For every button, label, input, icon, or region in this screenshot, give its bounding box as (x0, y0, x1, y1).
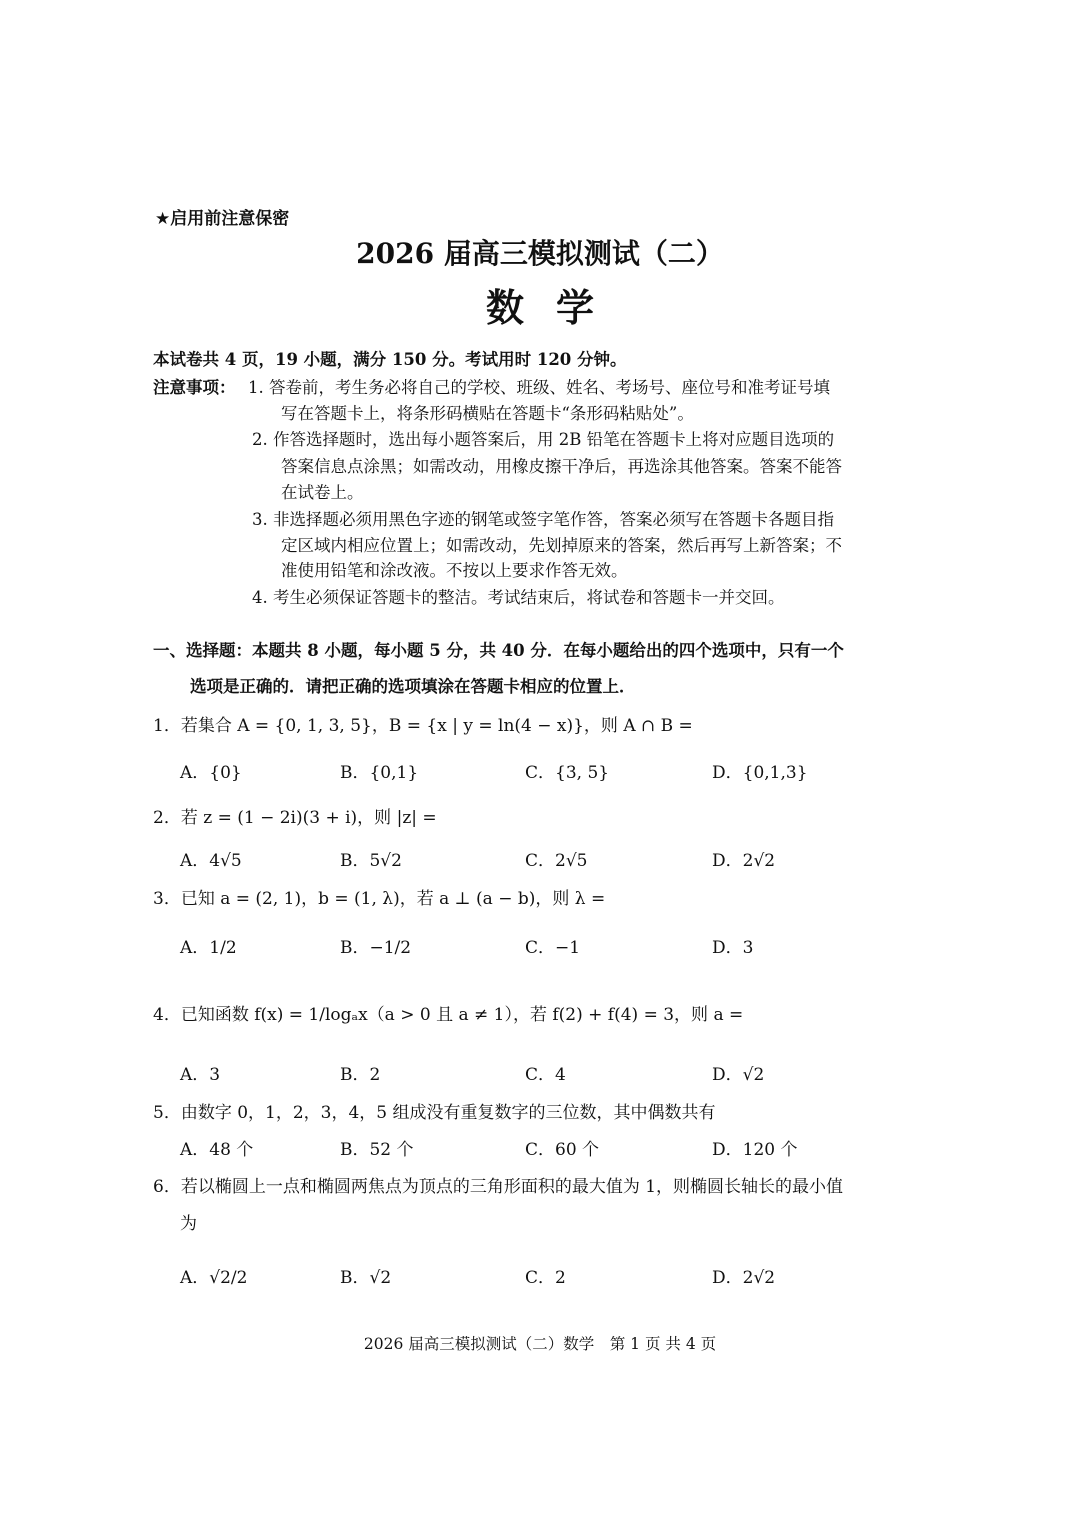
question-6-stem-cont: 为 (180, 1214, 197, 1234)
question-2-option-c: C．2√5 (525, 851, 588, 871)
question-1-option-d: D．{0,1,3} (712, 763, 808, 783)
notice-line: 写在答题卡上，将条形码横贴在答题卡“条形码粘贴处”。 (281, 404, 694, 423)
section-heading: 一、选择题：本题共 8 小题，每小题 5 分，共 40 分．在每小题给出的四个选项中，只有一个 (153, 641, 844, 660)
question-3-option-b: B．−1/2 (340, 938, 412, 958)
question-4-option-d: D．√2 (712, 1065, 765, 1085)
exam-title: 2026 届高三模拟测试（二） (356, 237, 724, 270)
notice-line: 4. 考生必须保证答题卡的整洁。考试结束后，将试卷和答题卡一并交回。 (252, 588, 785, 607)
notice-line: 定区域内相应位置上；如需改动，先划掉原来的答案，然后再写上新答案；不 (281, 536, 842, 555)
notice-line: 1. 答卷前，考生务必将自己的学校、班级、姓名、考场号、座位号和准考证号填 (248, 378, 830, 397)
exam-summary: 本试卷共 4 页，19 小题，满分 150 分。考试用时 120 分钟。 (153, 350, 627, 369)
page-footer: 2026 届高三模拟测试（二）数学 第 1 页 共 4 页 (363, 1335, 717, 1353)
question-3-option-d: D．3 (712, 938, 754, 958)
question-1-option-b: B．{0,1} (340, 763, 419, 783)
notice-line: 在试卷上。 (281, 483, 364, 502)
question-5-option-c: C．60 个 (525, 1140, 600, 1160)
question-1-stem: 1．若集合 A = {0, 1, 3, 5}，B = {x | y = ln(4 − x)}，则 A ∩ B = (153, 716, 693, 736)
question-6-stem: 6．若以椭圆上一点和椭圆两焦点为顶点的三角形面积的最大值为 1，则椭圆长轴长的最小值 (153, 1177, 844, 1197)
notice-label: 注意事项： (153, 378, 236, 397)
question-2-option-a: A．4√5 (180, 851, 242, 871)
confidential-mark: ★启用前注意保密 (155, 209, 290, 229)
question-1-option-a: A．{0} (180, 763, 242, 783)
question-5-option-a: A．48 个 (180, 1140, 254, 1160)
question-2-option-d: D．2√2 (712, 851, 776, 871)
question-5-stem: 5．由数字 0，1，2，3，4，5 组成没有重复数字的三位数，其中偶数共有 (153, 1103, 716, 1123)
question-4-stem: 4．已知函数 f(x) = 1/logₐx（a > 0 且 a ≠ 1），若 f(2) + f(4) = 3，则 a = (153, 1005, 744, 1025)
question-4-option-b: B．2 (340, 1065, 381, 1085)
notice-line: 答案信息点涂黑；如需改动，用橡皮擦干净后，再选涂其他答案。答案不能答 (281, 457, 842, 476)
question-3-option-c: C．−1 (525, 938, 581, 958)
notice-line: 2. 作答选择题时，选出每小题答案后，用 2B 铅笔在答题卡上将对应题目选项的 (252, 430, 835, 449)
question-4-option-a: A．3 (180, 1065, 221, 1085)
subject-title: 数学 (485, 285, 626, 330)
question-6-option-b: B．√2 (340, 1268, 392, 1288)
question-3-stem: 3．已知 a = (2, 1)，b = (1, λ)，若 a ⊥ (a − b)，则 λ = (153, 889, 606, 909)
notice-line: 准使用铅笔和涂改液。不按以上要求作答无效。 (281, 561, 628, 580)
question-3-option-a: A．1/2 (180, 938, 237, 958)
question-6-option-c: C．2 (525, 1268, 566, 1288)
notice-line: 3. 非选择题必须用黑色字迹的钢笔或签字笔作答，答案必须写在答题卡各题目指 (252, 510, 834, 529)
question-5-option-d: D．120 个 (712, 1140, 798, 1160)
question-2-stem: 2．若 z = (1 − 2i)(3 + i)，则 |z| = (153, 808, 437, 828)
question-6-option-d: D．2√2 (712, 1268, 776, 1288)
question-6-option-a: A．√2/2 (180, 1268, 248, 1288)
section-heading-cont: 选项是正确的．请把正确的选项填涂在答题卡相应的位置上． (190, 677, 636, 696)
question-2-option-b: B．5√2 (340, 851, 402, 871)
question-1-option-c: C．{3, 5} (525, 763, 610, 783)
question-5-option-b: B．52 个 (340, 1140, 414, 1160)
question-4-option-c: C．4 (525, 1065, 566, 1085)
